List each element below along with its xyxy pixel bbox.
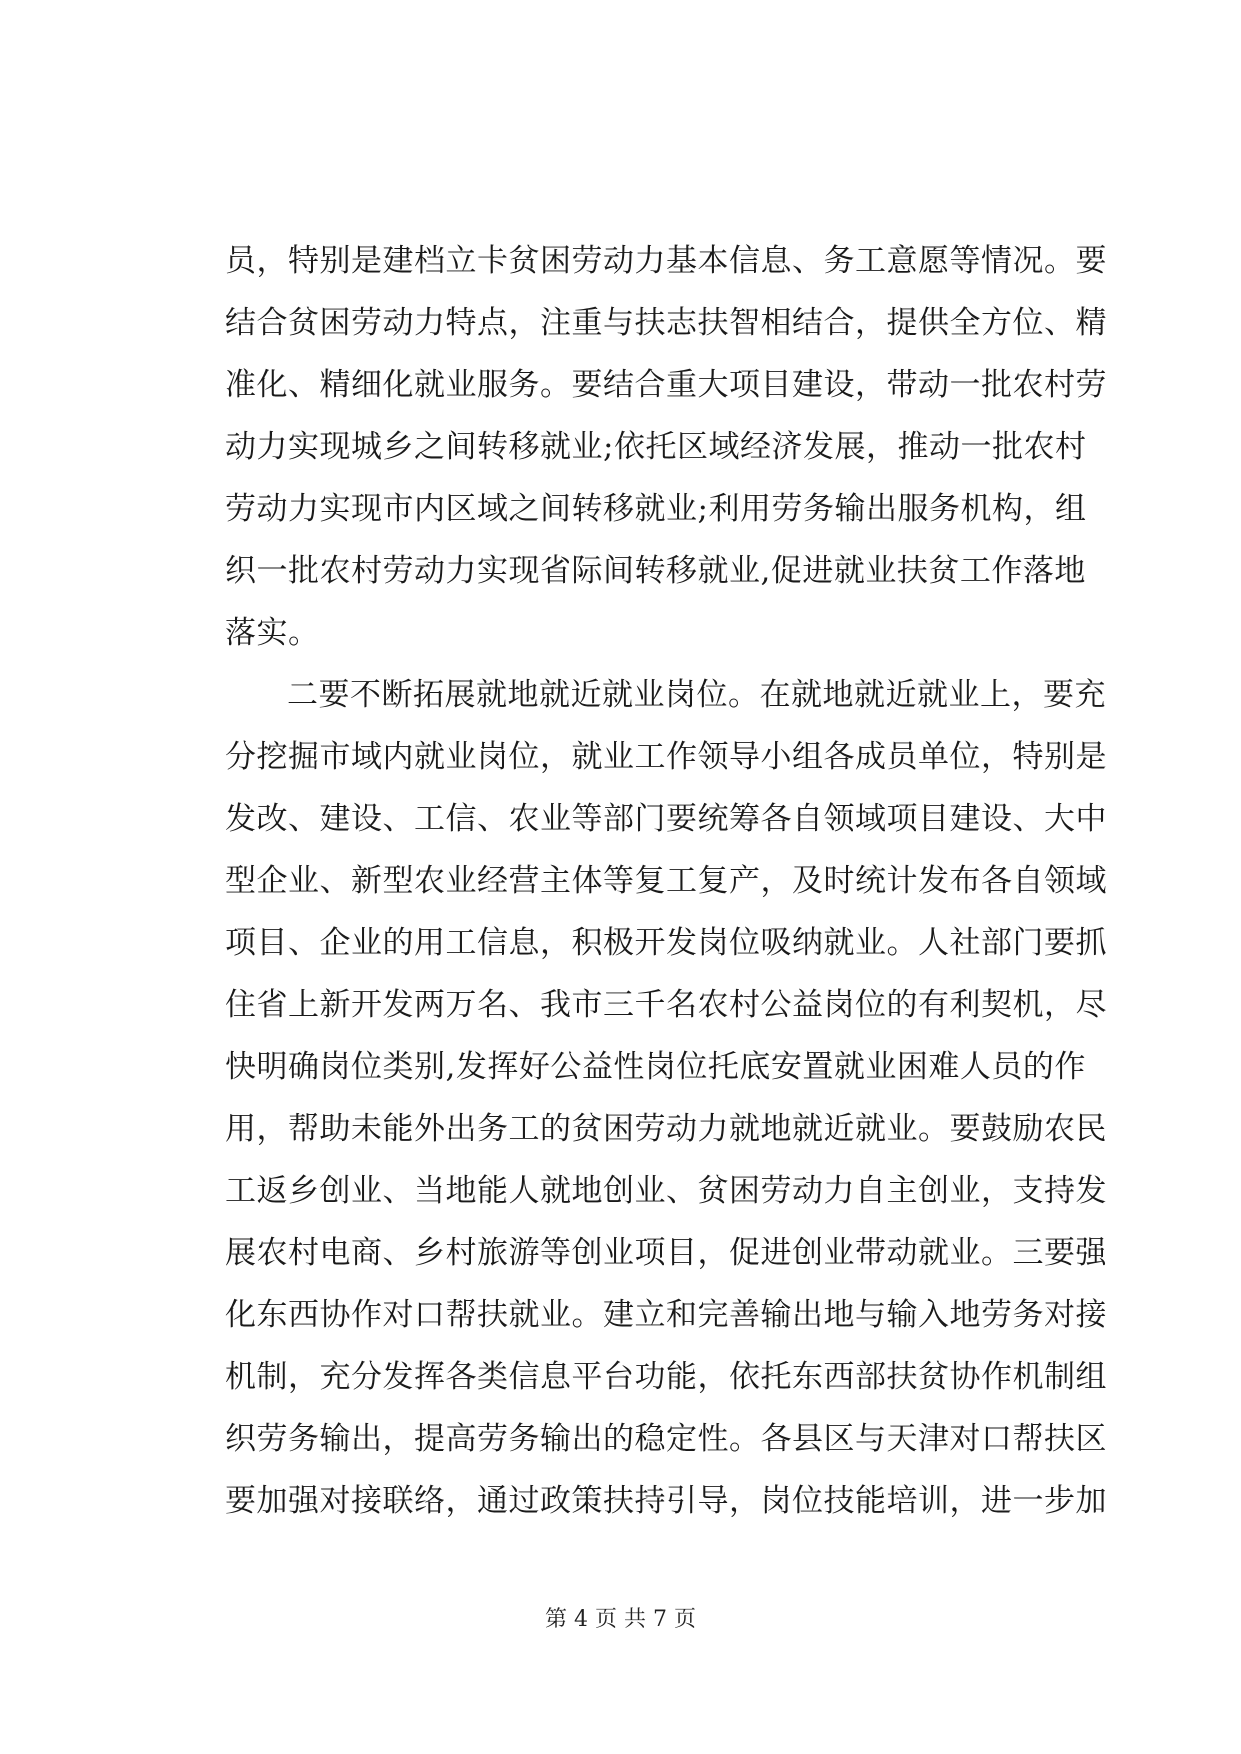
text-line: 机制，充分发挥各类信息平台功能，依托东西部扶贫协作机制组 xyxy=(225,1359,1107,1395)
text-line: 项目、企业的用工信息，积极开发岗位吸纳就业。人社部门要抓 xyxy=(225,925,1107,961)
text-line: 快明确岗位类别,发挥好公益性岗位托底安置就业困难人员的作 xyxy=(225,1049,1086,1085)
text-line: 展农村电商、乡村旅游等创业项目，促进创业带动就业。三要强 xyxy=(225,1235,1107,1271)
text-line: 要加强对接联络，通过政策扶持引导，岗位技能培训，进一步加 xyxy=(225,1483,1107,1519)
text-line: 结合贫困劳动力特点，注重与扶志扶智相结合，提供全方位、精 xyxy=(225,305,1107,341)
body-text xyxy=(225,230,1107,1532)
text-line: 动力实现城乡之间转移就业;依托区域经济发展，推动一批农村 xyxy=(225,429,1087,465)
text-line: 劳动力实现市内区域之间转移就业;利用劳务输出服务机构，组 xyxy=(225,491,1087,527)
page-footer: 第 4 页 共 7 页 xyxy=(545,1607,696,1632)
text-line: 落实。 xyxy=(225,615,320,651)
text-line: 工返乡创业、当地能人就地创业、贫困劳动力自主创业，支持发 xyxy=(225,1173,1107,1209)
text-line: 准化、精细化就业服务。要结合重大项目建设，带动一批农村劳 xyxy=(225,367,1107,403)
text-line: 用，帮助未能外出务工的贫困劳动力就地就近就业。要鼓励农民 xyxy=(225,1111,1107,1147)
text-line: 型企业、新型农业经营主体等复工复产，及时统计发布各自领域 xyxy=(225,863,1107,899)
text-line: 二要不断拓展就地就近就业岗位。在就地就近就业上，要充 xyxy=(287,677,1106,713)
text-line: 发改、建设、工信、农业等部门要统筹各自领域项目建设、大中 xyxy=(225,801,1107,837)
text-line: 员，特别是建档立卡贫困劳动力基本信息、务工意愿等情况。要 xyxy=(225,243,1107,279)
text-line: 分挖掘市域内就业岗位，就业工作领导小组各成员单位，特别是 xyxy=(225,739,1107,775)
text-line: 织一批农村劳动力实现省际间转移就业,促进就业扶贫工作落地 xyxy=(225,553,1086,589)
text-line: 织劳务输出，提高劳务输出的稳定性。各县区与天津对口帮扶区 xyxy=(225,1421,1107,1457)
text-line: 住省上新开发两万名、我市三千名农村公益岗位的有利契机，尽 xyxy=(225,987,1107,1023)
text-line: 化东西协作对口帮扶就业。建立和完善输出地与输入地劳务对接 xyxy=(225,1297,1107,1333)
